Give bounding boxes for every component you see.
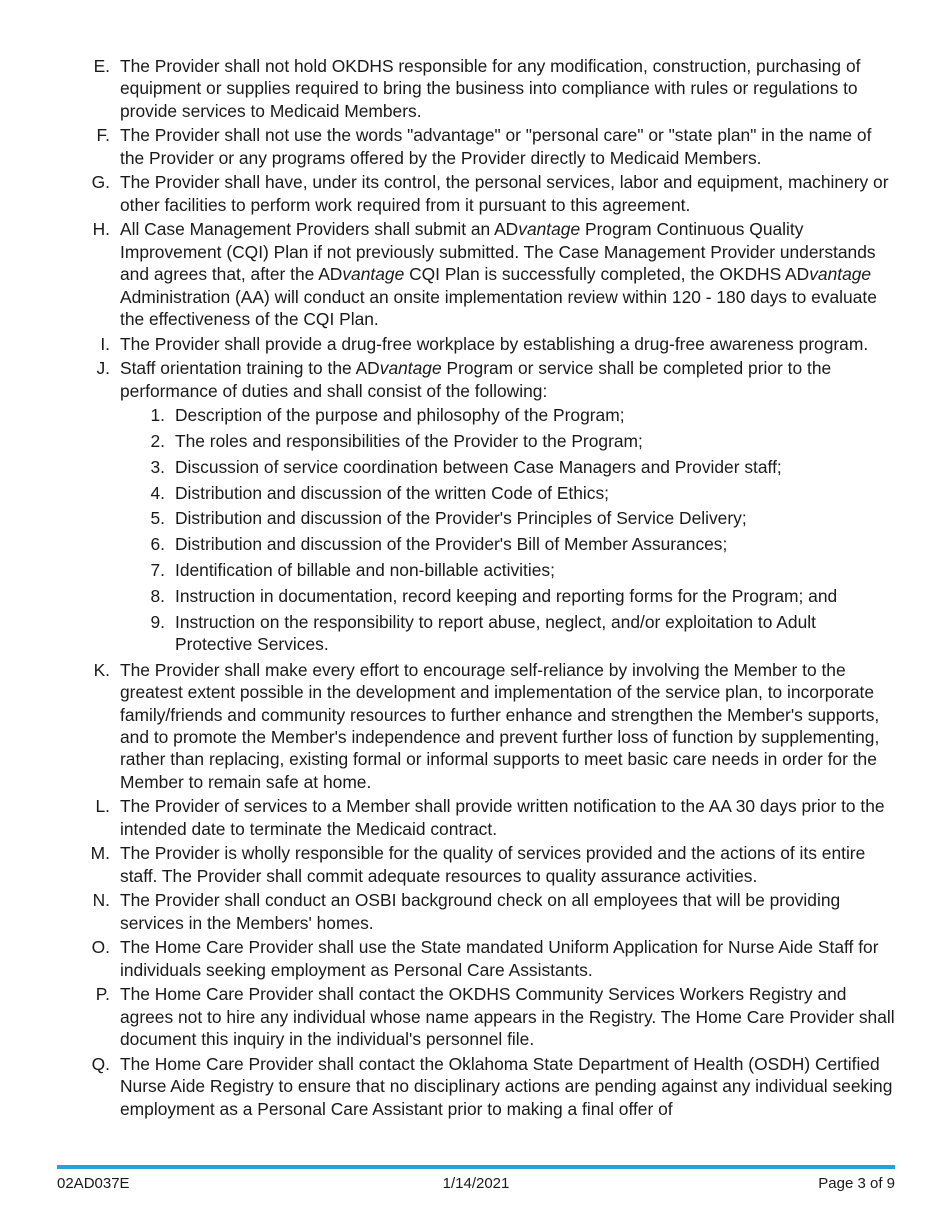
sub-list-item xyxy=(0,482,950,504)
text-segment: Administration (AA) will conduct an onsite implementation review within 120 - 180 days to evaluate the effectiveness of the CQI Plan. xyxy=(120,286,877,330)
list-item xyxy=(0,357,950,402)
list-item-marker: Q. xyxy=(91,1053,110,1074)
list-item-marker: E. xyxy=(93,56,110,76)
sub-list-item xyxy=(0,430,950,452)
list-item-marker: G. xyxy=(91,172,110,193)
list-item-text xyxy=(120,358,831,400)
text-segment: The Provider shall not use the words "advantage" or "personal care" or "state plan" in the name of the Provider or any programs offered by the Provider directly to Medicaid Members. xyxy=(120,125,872,168)
list-item-marker: F. xyxy=(96,125,110,146)
italic-text: vantage xyxy=(342,264,405,285)
sub-list-item-marker: 1. xyxy=(150,405,165,426)
sub-list-item xyxy=(0,507,950,529)
footer-date: 1/14/2021 xyxy=(442,1175,510,1192)
list-item xyxy=(0,659,950,793)
text-segment: Program or service shall be completed prior to the performance of duties and shall consist of the following: xyxy=(120,358,832,401)
italic-text: vantage xyxy=(809,264,872,285)
text-segment: Staff orientation training to the AD xyxy=(120,358,380,379)
sub-list-item xyxy=(0,559,950,581)
text-segment: The Provider of services to a Member shall provide written notification to the AA 30 days prior to the intended date to terminate the Medicaid contract. xyxy=(120,796,885,839)
sub-list-item-text: Instruction on the responsibility to report abuse, neglect, and/or exploitation to Adult Protective Services. xyxy=(175,611,816,654)
page-footer xyxy=(57,1174,895,1194)
sub-list-item-text: The roles and responsibilities of the Provider to the Program; xyxy=(175,431,643,452)
list-item-text xyxy=(120,937,879,979)
list-item xyxy=(0,218,950,330)
text-segment: All Case Management Providers shall submit an AD xyxy=(120,219,519,240)
text-segment: The Provider shall provide a drug-free workplace by establishing a drug-free awareness program. xyxy=(120,333,869,354)
sub-list-item-marker: 9. xyxy=(150,611,165,632)
list-item-marker: H. xyxy=(92,219,110,240)
list-item-marker: I. xyxy=(100,333,110,354)
list-item xyxy=(0,889,950,934)
list-item-text xyxy=(120,660,879,792)
list-item-text xyxy=(120,219,877,329)
sub-list-item-text: Instruction in documentation, record keeping and reporting forms for the Program; and xyxy=(175,585,838,606)
sub-list-item xyxy=(0,585,950,607)
sub-list-item-marker: 7. xyxy=(150,560,165,580)
text-segment: CQI Plan is successfully completed, the OKDHS AD xyxy=(404,264,810,285)
footer-rule xyxy=(57,1165,895,1169)
list-item-text xyxy=(120,796,885,838)
list-item-text xyxy=(120,843,865,885)
sub-list-item-marker: 2. xyxy=(150,431,165,452)
sub-list-item xyxy=(0,533,950,555)
sub-list-item-text: Distribution and discussion of the written Code of Ethics; xyxy=(175,482,610,503)
sub-list-item-text: Distribution and discussion of the Provider's Bill of Member Assurances; xyxy=(175,534,728,555)
italic-text: vantage xyxy=(518,219,581,240)
list-item-marker: J. xyxy=(96,358,110,379)
list-item xyxy=(0,983,950,1050)
list-item-text xyxy=(120,1054,892,1119)
text-segment: The Home Care Provider shall contact the OKDHS Community Services Workers Registry and agrees not to hire any individual whose name appears in the Registry. The Home Care Provider shall document this inquiry in the individual's personnel file. xyxy=(120,984,895,1050)
list-item xyxy=(0,333,950,355)
list-item-text xyxy=(120,56,860,121)
sub-list-item-marker: 3. xyxy=(150,456,165,477)
text-segment: The Home Care Provider shall use the State mandated Uniform Application for Nurse Aide Staff for individuals seeking employment as Personal Care Assistants. xyxy=(120,937,879,980)
list-item-marker: M. xyxy=(90,843,110,864)
sub-list-item-text: Discussion of service coordination between Case Managers and Provider staff; xyxy=(175,456,782,477)
list-item-marker: O. xyxy=(91,937,110,958)
list-item xyxy=(0,842,950,887)
list-item xyxy=(0,795,950,840)
list-item xyxy=(0,55,950,122)
text-segment: The Provider shall conduct an OSBI background check on all employees that will be providing services in the Members' homes. xyxy=(120,890,841,933)
list-item-marker: L. xyxy=(95,796,110,817)
list-item xyxy=(0,171,950,216)
text-segment: Program Continuous Quality Improvement (CQI) Plan if not previously submitted. The Case Management Provider understands and agrees that, after the AD xyxy=(120,219,876,285)
sub-list-item xyxy=(0,404,950,426)
italic-text: vantage xyxy=(379,358,442,379)
sub-list-item-marker: 4. xyxy=(150,482,165,503)
list-item xyxy=(0,124,950,169)
list-item xyxy=(0,936,950,981)
text-segment: The Provider shall not hold OKDHS responsible for any modification, construction, purchasing of equipment or supplies required to bring the business into compliance with rules or regulations to provide services to Medicaid Members. xyxy=(120,56,861,121)
document-body xyxy=(0,55,950,1122)
list-item-marker: K. xyxy=(93,659,110,680)
list-item-marker: N. xyxy=(92,890,110,911)
sub-list-item-marker: 6. xyxy=(150,534,165,555)
sub-list-item-text: Description of the purpose and philosophy of the Program; xyxy=(175,405,625,426)
list-item-text xyxy=(120,890,840,932)
sub-list-item-marker: 8. xyxy=(150,585,165,606)
text-segment: The Home Care Provider shall contact the Oklahoma State Department of Health (OSDH) Certified Nurse Aide Registry to ensure that no disciplinary actions are pending against any individual seeking employment as a Personal Care Assistant prior to making a final offer of xyxy=(120,1053,893,1119)
list-item-text xyxy=(120,984,895,1049)
sub-list-item xyxy=(0,611,950,656)
sub-list-item-text: Identification of billable and non-billable activities; xyxy=(175,560,555,580)
sub-list-item-marker: 5. xyxy=(150,508,165,529)
sub-list-item xyxy=(0,456,950,478)
list-item xyxy=(0,1053,950,1120)
text-segment: The Provider shall have, under its control, the personal services, labor and equipment, machinery or other facilities to perform work required from it pursuant to this agreement. xyxy=(120,172,889,215)
text-segment: The Provider is wholly responsible for the quality of services provided and the actions of its entire staff. The Provider shall commit adequate resources to quality assurance activities. xyxy=(120,843,866,886)
footer-page-number: Page 3 of 9 xyxy=(818,1175,895,1192)
list-item-text xyxy=(120,125,871,167)
list-item-marker: P. xyxy=(95,984,110,1005)
list-item-text xyxy=(120,334,868,354)
footer-form-number: 02AD037E xyxy=(57,1175,130,1192)
text-segment: The Provider shall make every effort to encourage self-reliance by involving the Member to the greatest extent possible in the development and implementation of the service plan, to incorporate family/friends and community resources to further enhance and strengthen the Member's supports, and to promote the Member's independence and prevent further loss of function by supplementing, rather than replacing, existing formal or informal supports to meet basic care needs in order for the Member to remain safe at home. xyxy=(120,659,880,792)
sub-list-item-text: Distribution and discussion of the Provider's Principles of Service Delivery; xyxy=(175,508,747,529)
list-item-text xyxy=(120,172,888,214)
